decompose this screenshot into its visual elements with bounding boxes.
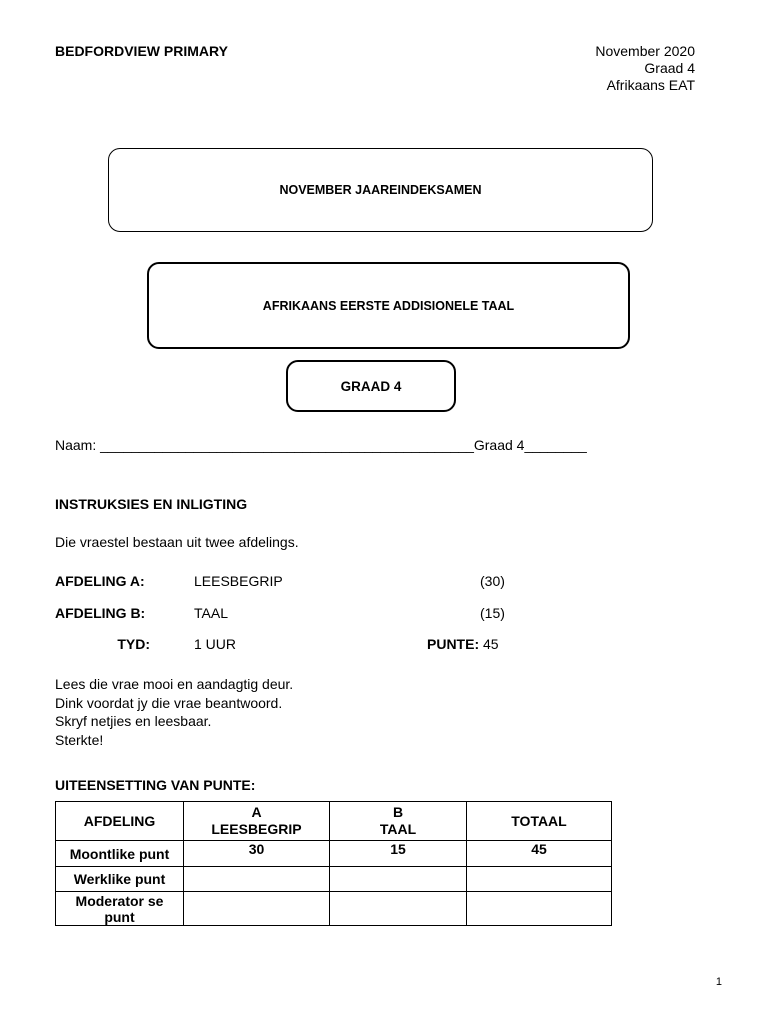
section-b-row [55, 605, 575, 623]
tip-line: Sterkte! [55, 731, 104, 748]
table-header-cell [330, 802, 467, 841]
header-subject: Afrikaans EAT [606, 77, 695, 93]
cell-empty[interactable] [330, 892, 467, 926]
exam-title: NOVEMBER JAAREINDEKSAMEN [279, 183, 482, 197]
instructions-intro: Die vraestel bestaan uit twee afdelings. [55, 534, 299, 550]
header-info [595, 43, 695, 94]
table-header-cell [467, 802, 612, 841]
name-field-line[interactable]: Naam: ________________________________________________Graad 4________ [55, 437, 587, 453]
section-label: AFDELING A: [55, 573, 145, 589]
page-number: 1 [715, 976, 722, 988]
table-row [56, 892, 612, 926]
section-name: TAAL [194, 605, 228, 621]
cell-value: 15 [330, 841, 467, 867]
tips-list [55, 675, 293, 749]
marks-table-heading: UITEENSETTING VAN PUNTE: [55, 777, 256, 793]
section-marks: (30) [480, 573, 505, 589]
grade-title-box [286, 360, 456, 412]
table-header-cell [56, 802, 184, 841]
header-a: A LEESBEGRIP [211, 804, 302, 837]
cell-empty[interactable] [184, 892, 330, 926]
exam-title-box [108, 148, 653, 232]
row-label: Moderator se punt [56, 892, 184, 926]
section-label: AFDELING B: [55, 605, 146, 621]
header-grade: Graad 4 [644, 60, 695, 76]
header-totaal: TOTAAL [511, 813, 567, 829]
cell-value: 45 [467, 841, 612, 867]
cell-empty[interactable] [184, 867, 330, 892]
cell-empty[interactable] [467, 892, 612, 926]
table-row [56, 867, 612, 892]
grade-title: GRAAD 4 [340, 378, 402, 394]
points-label: PUNTE: [427, 636, 480, 652]
row-label: Werklike punt [56, 867, 184, 892]
cell-value: 30 [184, 841, 330, 867]
cell-empty[interactable] [467, 867, 612, 892]
subject-title-box [147, 262, 630, 349]
tip-line: Skryf netjies en leesbaar. [55, 713, 212, 729]
school-name: BEDFORDVIEW PRIMARY [55, 43, 228, 59]
instructions-heading: INSTRUKSIES EN INLIGTING [55, 496, 248, 512]
points [427, 636, 499, 652]
header-b: B TAAL [379, 804, 417, 837]
time-label: TYD: [117, 636, 150, 652]
points-value: 45 [483, 636, 499, 652]
row-label: Moontlike punt [56, 841, 184, 867]
table-header-row [56, 802, 612, 841]
section-marks: (15) [480, 605, 505, 621]
tip-line: Lees die vrae mooi en aandagtig deur. [55, 676, 294, 692]
tip-line: Dink voordat jy die vrae beantwoord. [55, 694, 283, 711]
cell-empty[interactable] [330, 867, 467, 892]
time-points-row [55, 636, 575, 654]
section-a-row [55, 573, 575, 591]
subject-title: AFRIKAANS EERSTE ADDISIONELE TAAL [262, 298, 515, 313]
table-row [56, 841, 612, 867]
section-name: LEESBEGRIP [194, 573, 283, 589]
header-date: November 2020 [595, 43, 695, 59]
time-value: 1 UUR [194, 636, 237, 652]
table-header-cell [184, 802, 330, 841]
marks-table [55, 801, 612, 926]
header-afdeling: AFDELING [83, 813, 156, 829]
